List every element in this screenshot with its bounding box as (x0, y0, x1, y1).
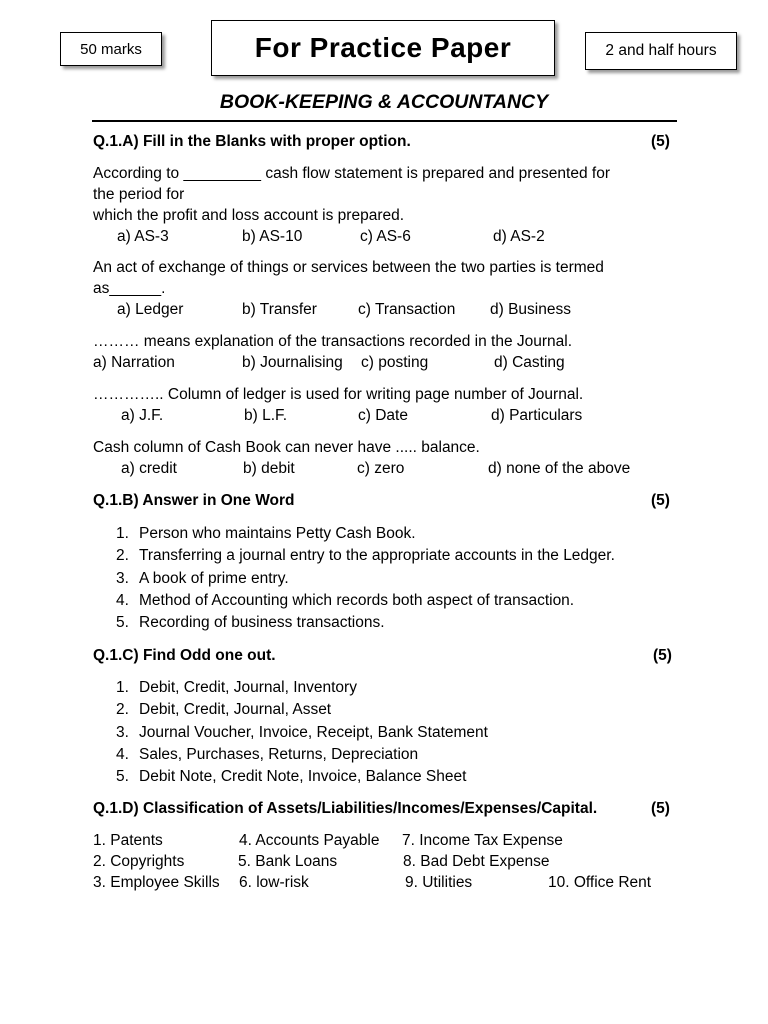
grid-cell: 2. Copyrights (93, 853, 185, 870)
list-item: Debit Note, Credit Note, Invoice, Balance Sheet (139, 768, 467, 785)
list-item: Recording of business transactions. (139, 614, 385, 631)
list-number: 5. (116, 614, 129, 631)
list-item: Person who maintains Petty Cash Book. (139, 525, 416, 542)
list-item: Sales, Purchases, Returns, Depreciation (139, 746, 419, 763)
question-text: An act of exchange of things or services between the two parties is termed (93, 259, 604, 276)
option-d: d) AS-2 (493, 228, 545, 245)
grid-cell: 7. Income Tax Expense (402, 832, 563, 849)
header-rule (92, 120, 677, 122)
marks-box (60, 32, 162, 66)
q1a-marks: (5) (651, 133, 670, 150)
question-text: which the profit and loss account is prepared. (93, 207, 405, 224)
list-number: 5. (116, 768, 129, 785)
question-text: According to _________ cash flow statement is prepared and presented for (93, 165, 610, 182)
list-number: 3. (116, 570, 129, 587)
q1d-heading: Q.1.D) Classification of Assets/Liabilities/Incomes/Expenses/Capital. (93, 800, 598, 817)
option-c: c) Date (358, 407, 408, 424)
grid-cell: 5. Bank Loans (238, 853, 338, 870)
list-number: 1. (116, 525, 129, 542)
option-d: d) Particulars (491, 407, 583, 424)
option-c: c) posting (361, 354, 429, 371)
question-text: Cash column of Cash Book can never have ..... balance. (93, 439, 480, 456)
q1c-heading: Q.1.C) Find Odd one out. (93, 647, 276, 664)
list-item: Debit, Credit, Journal, Inventory (139, 679, 357, 696)
option-c: c) zero (357, 460, 405, 477)
question-text: as______. (93, 280, 166, 297)
duration-box (585, 32, 737, 70)
list-item: Journal Voucher, Invoice, Receipt, Bank Statement (139, 724, 488, 741)
question-text: the period for (93, 186, 185, 203)
list-number: 1. (116, 679, 129, 696)
option-a: a) Ledger (117, 301, 184, 318)
q1b-marks: (5) (651, 492, 670, 509)
subject-heading: BOOK-KEEPING & ACCOUNTANCY (219, 91, 549, 113)
grid-cell: 3. Employee Skills (93, 874, 220, 891)
question-text: ……… means explanation of the transactions recorded in the Journal. (93, 333, 573, 350)
option-b: b) L.F. (244, 407, 288, 424)
grid-cell: 8. Bad Debt Expense (403, 853, 550, 870)
list-number: 4. (116, 592, 129, 609)
list-number: 3. (116, 724, 129, 741)
list-item: Transferring a journal entry to the appropriate accounts in the Ledger. (139, 547, 615, 564)
option-a: a) AS-3 (117, 228, 169, 245)
option-a: a) J.F. (121, 407, 164, 424)
question-text: ………….. Column of ledger is used for writing page number of Journal. (93, 386, 584, 403)
grid-cell: 6. low-risk (239, 874, 309, 891)
option-b: b) debit (243, 460, 295, 477)
duration-label: 2 and half hours (605, 42, 717, 59)
option-a: a) Narration (93, 354, 175, 371)
list-item: A book of prime entry. (139, 570, 289, 587)
list-number: 2. (116, 547, 129, 564)
page-title: For Practice Paper (254, 32, 512, 63)
grid-cell: 10. Office Rent (548, 874, 652, 891)
option-c: c) AS-6 (360, 228, 411, 245)
q1a-heading: Q.1.A) Fill in the Blanks with proper option. (93, 133, 411, 150)
list-number: 4. (116, 746, 129, 763)
marks-label: 50 marks (80, 40, 142, 58)
q1c-marks: (5) (653, 647, 672, 664)
q1d-marks: (5) (651, 800, 670, 817)
grid-cell: 1. Patents (93, 832, 163, 849)
list-item: Method of Accounting which records both aspect of transaction. (139, 592, 575, 609)
list-number: 2. (116, 701, 129, 718)
grid-cell: 9. Utilities (405, 874, 473, 891)
list-item: Debit, Credit, Journal, Asset (139, 701, 332, 718)
option-c: c) Transaction (358, 301, 456, 318)
option-d: d) Business (490, 301, 571, 318)
option-b: b) Transfer (242, 301, 317, 318)
option-b: b) AS-10 (242, 228, 303, 245)
option-b: b) Journalising (242, 354, 343, 371)
option-a: a) credit (121, 460, 177, 477)
q1b-heading: Q.1.B) Answer in One Word (93, 492, 295, 509)
grid-cell: 4. Accounts Payable (239, 832, 380, 849)
option-d: d) none of the above (488, 460, 631, 477)
title-box (211, 20, 555, 76)
option-d: d) Casting (494, 354, 565, 371)
